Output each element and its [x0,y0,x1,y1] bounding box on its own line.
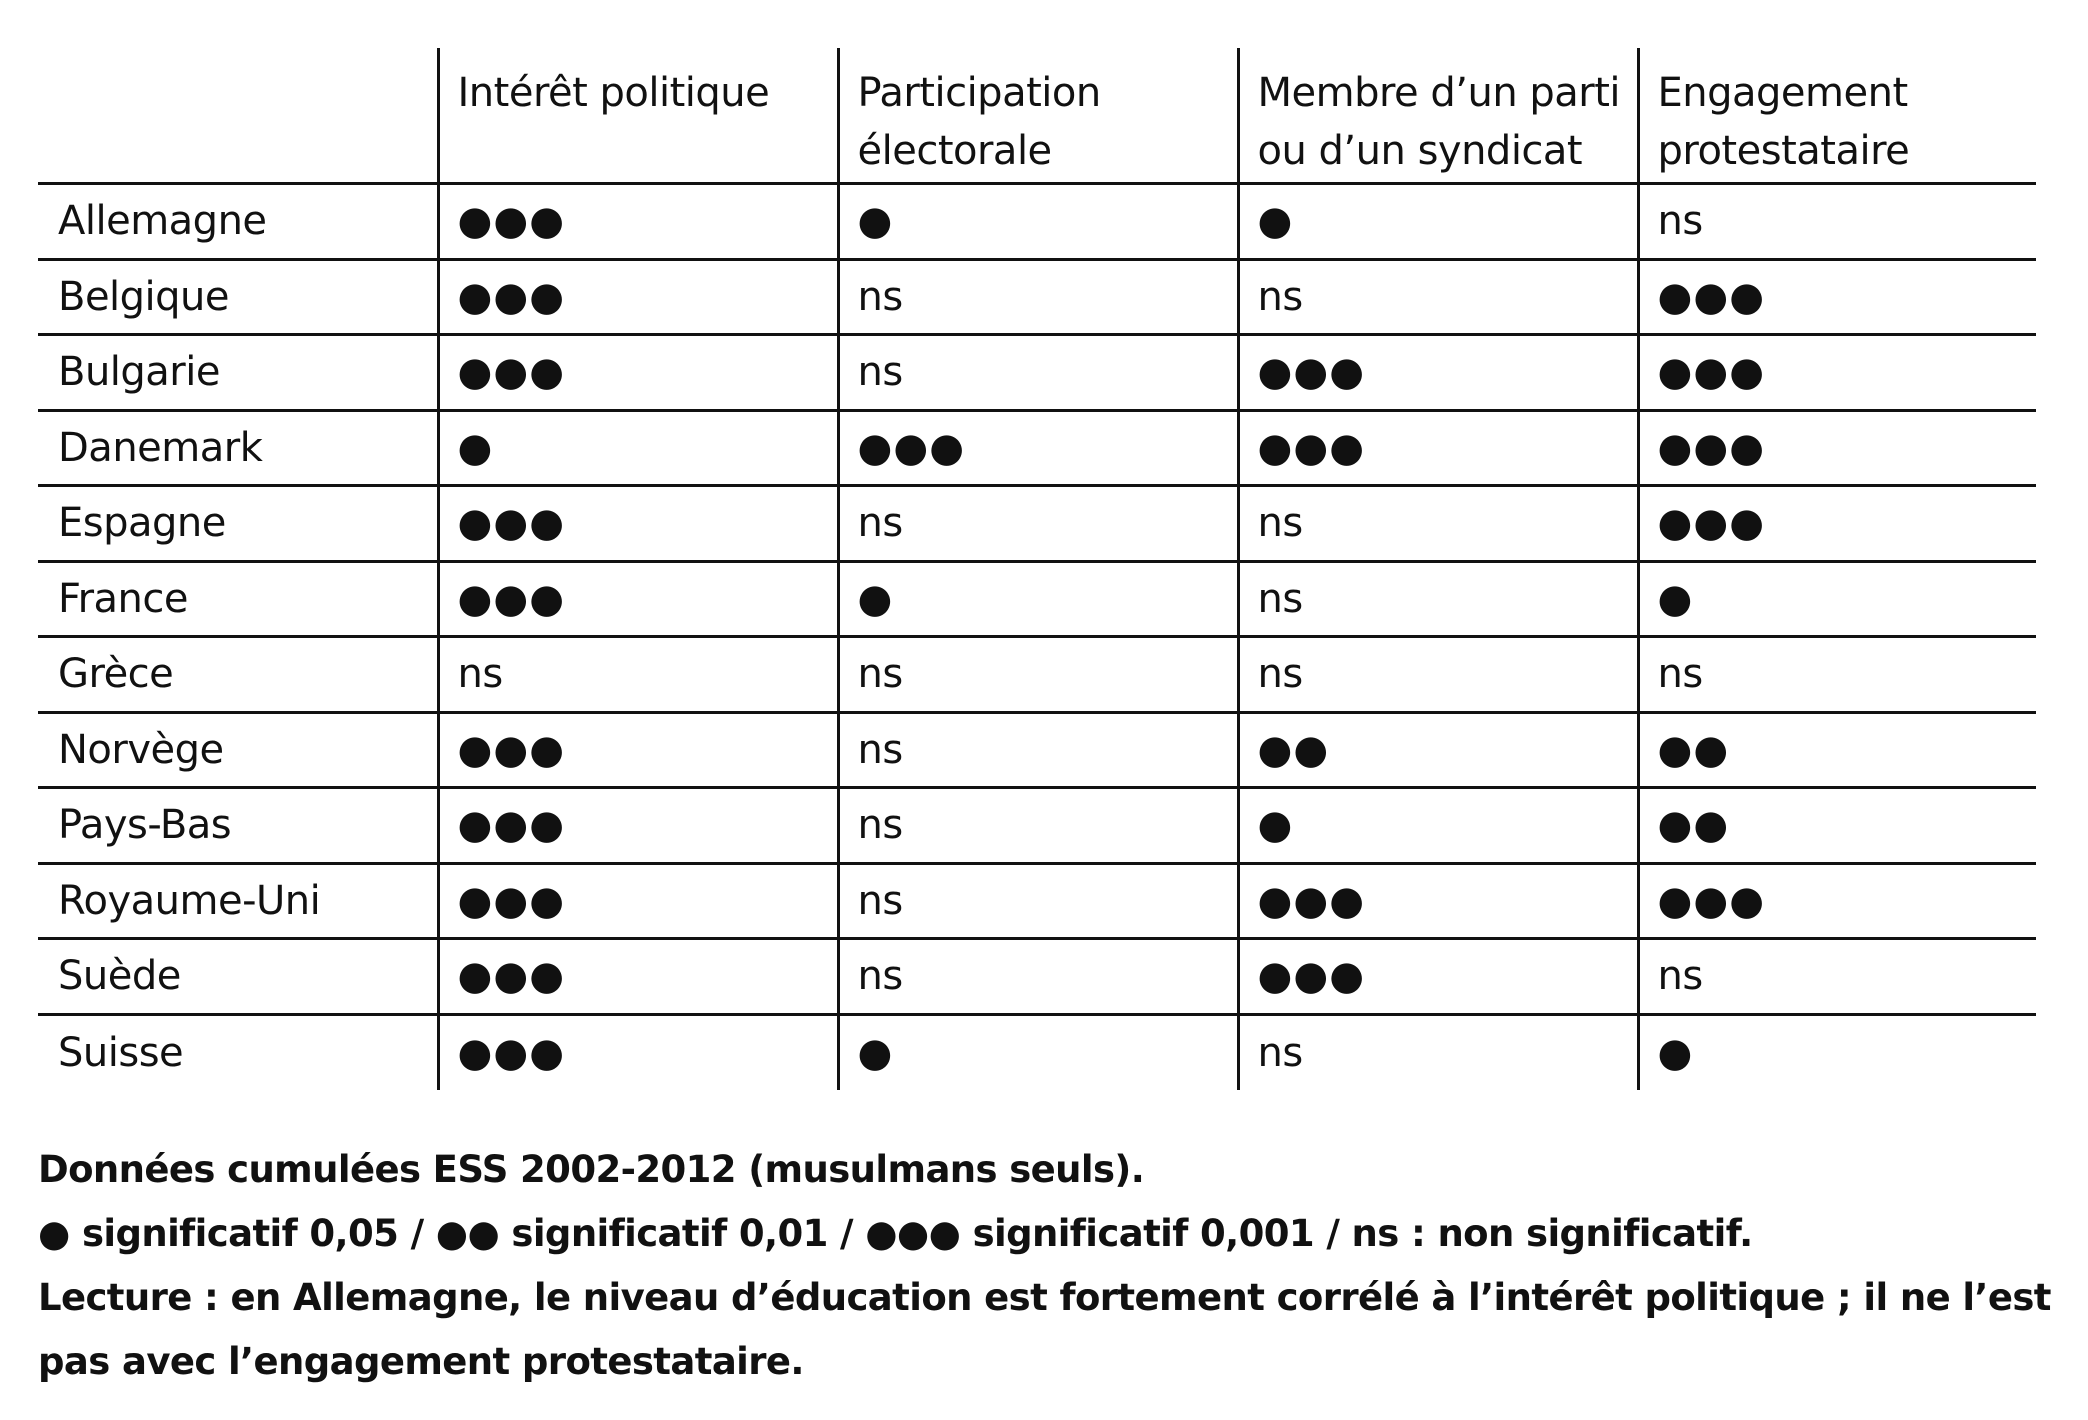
significance-value: ns [1257,500,1303,547]
table-row [38,184,2036,260]
significance-cell [438,335,838,411]
significance-cell [438,1014,838,1090]
significance-value: ●●● [1657,424,1766,471]
significance-value: ns [857,500,903,547]
significance-cell [838,939,1238,1015]
significance-cell [1638,335,2036,411]
significance-value: ns [857,651,903,698]
table-row [38,863,2036,939]
header-engagement-protestataire: Engagement protestataire [1657,70,1910,174]
table-header-row [38,48,2036,184]
reading-note: Lecture : en Allemagne, le niveau d’éducation est fortement corrélé à l’intérêt politique ; il ne l’est pas avec l’engagement protestataire. [38,1276,2051,1383]
significance-cell [1238,184,1638,260]
significance-cell [1638,1014,2036,1090]
table-row [38,1014,2036,1090]
significance-cell [1638,561,2036,637]
country-cell: Bulgarie [38,335,438,411]
significance-cell [438,561,838,637]
significance-table [38,48,2036,1090]
significance-cell [1638,259,2036,335]
significance-cell [1238,486,1638,562]
significance-cell [1638,184,2036,260]
table-body [38,184,2036,1090]
significance-cell [1238,712,1638,788]
significance-value: ●●● [1257,424,1366,471]
significance-value: ●●● [1657,877,1766,924]
significance-cell [438,712,838,788]
table-notes [38,1138,2058,1394]
significance-cell [438,863,838,939]
significance-cell [1238,637,1638,713]
significance-value: ns [857,802,903,849]
significance-value: ● [1257,198,1294,245]
significance-value: ns [857,349,903,396]
table-row [38,335,2036,411]
table-row [38,259,2036,335]
significance-value: ns [857,877,903,924]
significance-cell [838,637,1238,713]
significance-cell [1638,788,2036,864]
significance-value: ns [857,273,903,320]
table-row [38,939,2036,1015]
significance-value: ●● [1657,802,1730,849]
significance-cell [838,259,1238,335]
significance-value: ●●● [1657,500,1766,547]
significance-value: ●●● [457,575,566,622]
significance-cell [1638,410,2036,486]
table-row [38,561,2036,637]
significance-value: ns [1257,1029,1303,1076]
significance-cell [838,410,1238,486]
significance-cell [838,486,1238,562]
country-cell: Royaume-Uni [38,863,438,939]
significance-value: ns [457,651,503,698]
significance-value: ●●● [457,726,566,773]
significance-cell [1638,486,2036,562]
significance-value: ●●● [1257,877,1366,924]
significance-cell [1638,863,2036,939]
country-cell: France [38,561,438,637]
significance-cell [438,486,838,562]
significance-value: ns [1257,575,1303,622]
table-row [38,637,2036,713]
significance-value: ● [857,198,894,245]
significance-cell [838,712,1238,788]
significance-value: ●●● [457,500,566,547]
significance-value: ● [857,575,894,622]
significance-cell [438,410,838,486]
significance-value: ●●● [457,1029,566,1076]
significance-cell [438,184,838,260]
source-note: Données cumulées ESS 2002-2012 (musulmans seuls). [38,1148,1145,1191]
significance-cell [438,939,838,1015]
significance-cell [1238,410,1638,486]
country-cell: Suède [38,939,438,1015]
significance-value: ●●● [457,877,566,924]
significance-value: ns [1657,953,1703,1000]
significance-value: ●●● [457,273,566,320]
significance-cell [1238,863,1638,939]
legend-note: ● significatif 0,05 / ●● significatif 0,01 / ●●● significatif 0,001 / ns : non significatif. [38,1212,1753,1255]
significance-cell [1238,939,1638,1015]
significance-cell [1238,335,1638,411]
significance-value: ●●● [857,424,966,471]
country-cell: Espagne [38,486,438,562]
table-row [38,486,2036,562]
country-cell: Pays-Bas [38,788,438,864]
significance-cell [1238,259,1638,335]
significance-value: ns [857,953,903,1000]
significance-value: ●● [1657,726,1730,773]
country-cell: Danemark [38,410,438,486]
significance-value: ● [857,1029,894,1076]
significance-cell [1638,637,2036,713]
significance-cell [838,561,1238,637]
significance-value: ●●● [457,198,566,245]
significance-value: ● [457,424,494,471]
country-cell: Grèce [38,637,438,713]
significance-value: ns [1257,273,1303,320]
country-cell: Belgique [38,259,438,335]
significance-value: ●●● [1257,349,1366,396]
header-corner-cell [38,48,438,184]
significance-cell [438,259,838,335]
significance-value: ns [1257,651,1303,698]
significance-value: ●●● [1657,273,1766,320]
country-cell: Allemagne [38,184,438,260]
significance-value: ●●● [1657,349,1766,396]
significance-value: ns [857,726,903,773]
significance-cell [838,1014,1238,1090]
table-row [38,712,2036,788]
significance-value: ●●● [457,802,566,849]
significance-cell [1238,788,1638,864]
significance-cell [1638,712,2036,788]
significance-cell [838,184,1238,260]
header-participation-electorale: Participation électorale [838,48,1238,184]
significance-cell [1638,939,2036,1015]
significance-value: ns [1657,198,1703,245]
significance-cell [1238,561,1638,637]
significance-value: ●●● [457,349,566,396]
country-cell: Suisse [38,1014,438,1090]
significance-value: ● [1657,1029,1694,1076]
header-interet-politique: Intérêt politique [438,48,838,184]
significance-value: ns [1657,651,1703,698]
significance-cell [1238,1014,1638,1090]
significance-value: ● [1257,802,1294,849]
significance-table-container [38,48,2036,1090]
significance-cell [838,335,1238,411]
header-membre-parti-syndicat: Membre d’un parti ou d’un syndicat [1238,48,1638,184]
significance-value: ● [1657,575,1694,622]
significance-cell [838,863,1238,939]
significance-cell [438,788,838,864]
country-cell: Norvège [38,712,438,788]
significance-value: ●●● [457,953,566,1000]
table-row [38,410,2036,486]
significance-cell [438,637,838,713]
significance-value: ●●● [1257,953,1366,1000]
significance-cell [838,788,1238,864]
table-row [38,788,2036,864]
significance-value: ●● [1257,726,1330,773]
